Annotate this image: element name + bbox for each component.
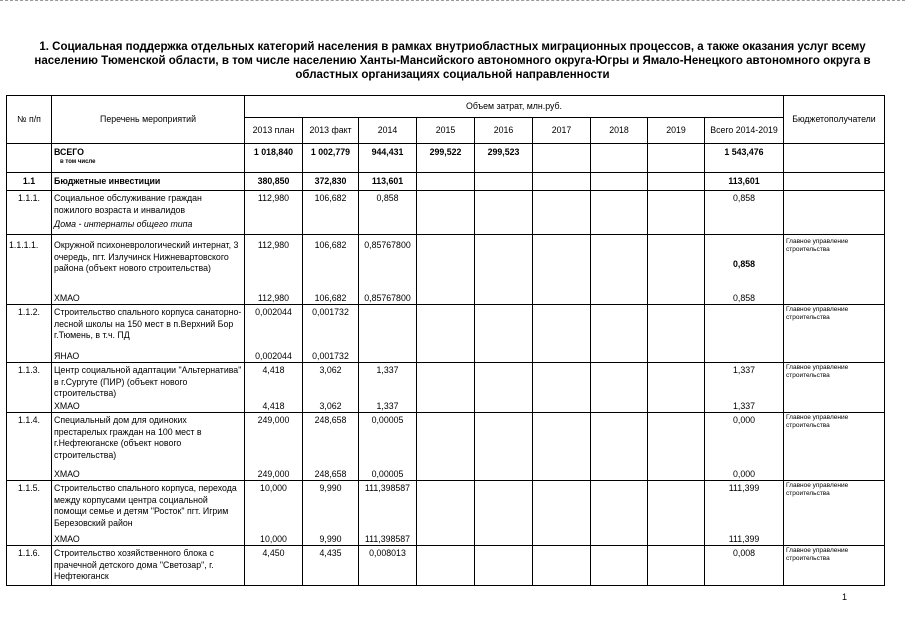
table-row: 1.1 Бюджетные инвестиции 380,850 372,830 113,601 113,601 [7,173,885,191]
page-number: 1 [842,592,848,602]
cost-table [6,95,885,586]
header-year: 2016 [475,118,533,144]
header-year: 2019 [648,118,705,144]
scan-edge-line [0,0,905,2]
header-year: Всего 2014-2019 [705,118,784,144]
section-title: 1. Социальная поддержка отдельных категорий населения в рамках внутриобластных миграционных процессов, а также оказания услуг всему населению Тюменской области, в том числе населению Ханты-Мансийского автономного округа-Югры и Ямало-Ненецкого автономного округа в областных организациях социальной направленности [34,41,871,81]
header-measures: Перечень мероприятий [52,96,245,144]
header-year: 2017 [533,118,591,144]
table-row: 1.1.4. Специальный дом для одиноких престарелых граждан на 100 мест в г.Нефтеюганске (объект нового строительства) ХМАО 249,000 249,000 248,658 248,658 0,00005 0,00005 0,000 0,000 Главное управление строительства [7,413,885,481]
table-row: 1.1.6. Строительство хозяйственного блока с прачечной детского дома "Светозар", г. Нефтеюганск 4,450 4,435 0,008013 0,008 Главное управление строительства [7,546,885,586]
total-label: ВСЕГО в том числе [52,144,245,173]
table-row: 1.1.2. Строительство спального корпуса санаторно-лесной школы на 150 мест в п.Верхний Бор г.Тюмень, в т.ч. ПД ЯНАО 0,002044 0,002044 0,001732 0,001732 Главное управление строительства [7,305,885,363]
header-year: 2015 [417,118,475,144]
table-row: 1.1.3. Центр социальной адаптации "Альтернатива" в г.Сургуте (ПИР) (объект нового строительства) ХМАО 4,418 4,418 3,062 3,062 1,337 1,337 1,337 1,337 Главное управление строительства [7,363,885,413]
header-recipients: Бюджетополучатели [784,96,885,144]
header-year: 2013 план [245,118,303,144]
table-row: ВСЕГО в том числе 1 018,840 1 002,779 944,431 299,522 299,523 1 543,476 [7,144,885,173]
header-year: 2013 факт [303,118,359,144]
header-year: 2014 [359,118,417,144]
header-volume: Объем затрат, млн.руб. [245,96,784,118]
table-row: 1.1.1.1. Окружной психоневрологический интернат, 3 очередь, пгт. Излучинск Нижневартовского района (объект нового строительства) ХМАО 112,980 112,980 106,682 106,682 0,85767800 0,85767800 0,858 0,858 Главное управление строительства [7,235,885,305]
table-row: 1.1.1. Социальное обслуживание граждан пожилого возраста и инвалидов Дома - интернаты общего типа 112,980 106,682 0,858 0,858 [7,191,885,235]
table-row: 1.1.5. Строительство спального корпуса, перехода между корпусами центра социальной помощи семье и детям "Росток" пгт. Игрим Березовский район ХМАО 10,000 10,000 9,990 9,990 111,398587 111,398587 111,399 111,399 Главное управление строительства [7,481,885,546]
header-year: 2018 [591,118,648,144]
header-num: № п/п [7,96,52,144]
